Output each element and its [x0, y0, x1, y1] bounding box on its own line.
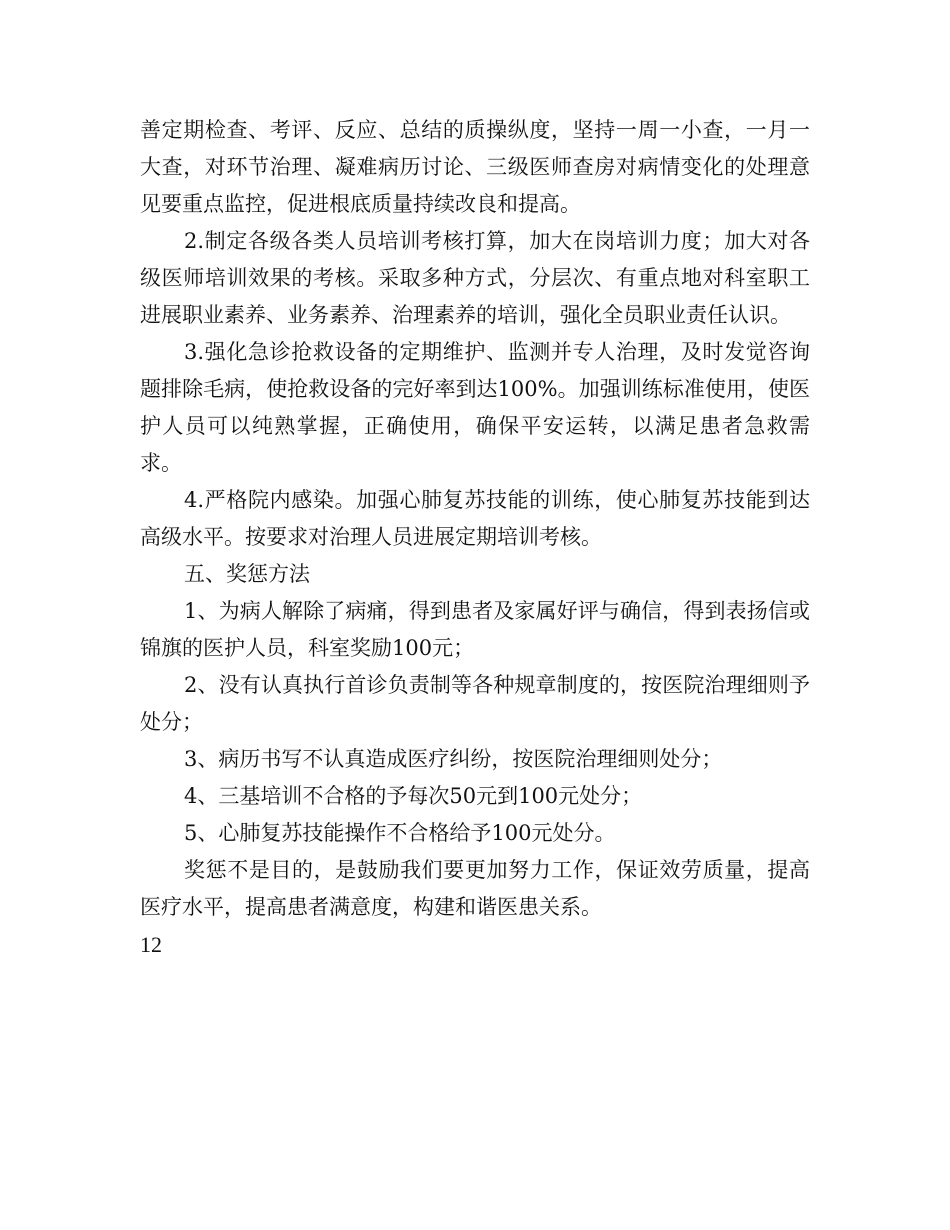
reward-item-2: 2、没有认真执行首诊负责制等各种规章制度的，按医院治理细则予处分； — [140, 673, 810, 734]
paragraph-item-2: 2.制定各级各类人员培训考核打算，加大在岗培训力度；加大对各级医师培训效果的考核。采取多种方式，分层次、有重点地对科室职工进展职业素养、业务素养、治理素养的培训，强化全员职业责任认识。 — [140, 229, 810, 327]
page-number: 12 — [140, 932, 162, 957]
paragraph-item-4: 4.严格院内感染。加强心肺复苏技能的训练，使心肺复苏技能到达高级水平。按要求对治理人员进展定期培训考核。 — [140, 488, 810, 549]
reward-item-1: 1、为病人解除了病痛，得到患者及家属好评与确信，得到表扬信或锦旗的医护人员，科室奖励100元； — [140, 599, 810, 660]
reward-item-3: 3、病历书写不认真造成医疗纠纷，按医院治理细则处分； — [184, 747, 723, 771]
reward-item-4: 4、三基培训不合格的予每次50元到100元处分； — [184, 784, 643, 808]
closing-paragraph: 奖惩不是目的，是鼓励我们要更加努力工作，保证效劳质量，提高医疗水平，提高患者满意度，构建和谐医患关系。 — [140, 858, 810, 919]
reward-item-5: 5、心肺复苏技能操作不合格给予100元处分。 — [184, 821, 616, 845]
paragraph-continuation: 善定期检查、考评、反应、总结的质操纵度，坚持一周一小查，一月一大查，对环节治理、凝难病历讨论、三级医师查房对病情变化的处理意见要重点监控，促进根底质量持续改良和提高。 — [140, 118, 810, 216]
section-heading-rewards: 五、奖惩方法 — [184, 562, 310, 586]
paragraph-item-3: 3.强化急诊抢救设备的定期维护、监测并专人治理，及时发觉咨询题排除毛病，使抢救设备的完好率到达100%。加强训练标准使用，使医护人员可以纯熟掌握，正确使用，确保平安运转，以满足患者急救需求。 — [140, 340, 810, 475]
